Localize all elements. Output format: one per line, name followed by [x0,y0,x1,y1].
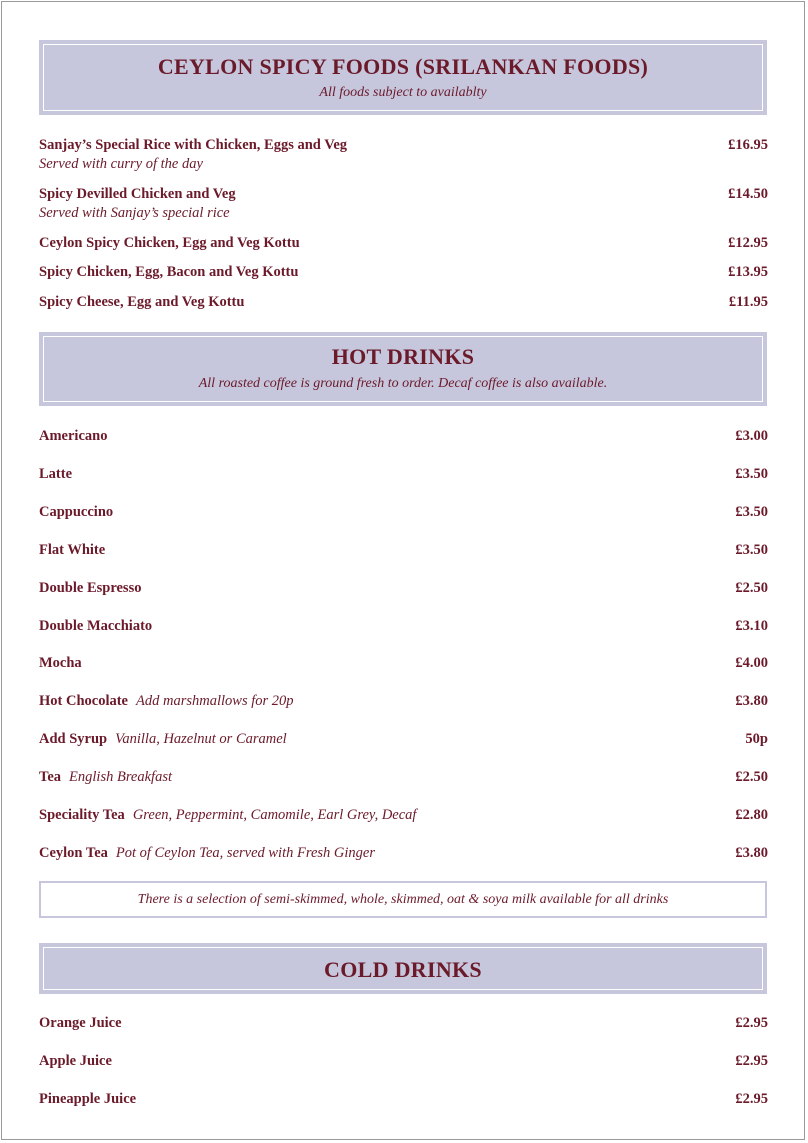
item-description: Vanilla, Hazelnut or Caramel [115,731,287,747]
item-price: £14.50 [728,186,768,202]
item-name: Spicy Cheese, Egg and Veg Kottu [39,294,245,310]
item-name: Add Syrup [39,731,108,747]
item-name: Ceylon Tea [39,845,108,861]
drink-item [39,466,768,483]
item-price: £12.95 [728,235,768,251]
item-description: Served with Sanjay’s special rice [39,205,230,221]
item-price: £4.00 [735,655,768,671]
item-description: Green, Peppermint, Camomile, Earl Grey, Decaf [132,807,417,823]
drink-item [39,1015,768,1032]
item-description: Pot of Ceylon Tea, served with Fresh Ginger [115,845,375,861]
cold-drinks-banner [39,943,767,994]
drink-item [39,618,768,635]
item-name: Pineapple Juice [39,1091,137,1107]
item-price: £2.50 [735,769,768,785]
item-description: Add marshmallows for 20p [136,693,294,709]
item-name: Spicy Chicken, Egg, Bacon and Veg Kottu [39,264,299,280]
item-name: Tea [39,769,62,785]
item-price: £3.50 [735,504,768,520]
item-price: £16.95 [728,137,768,153]
item-name: Orange Juice [39,1015,122,1031]
drink-item [39,504,768,521]
drink-item [39,845,768,862]
item-name: Cappuccino [39,504,114,520]
item-name: Speciality Tea [39,807,125,823]
item-name: Latte [39,466,73,482]
hot-drinks-subtitle: All roasted coffee is ground fresh to order. Decaf coffee is also available. [198,376,608,391]
item-name: Double Macchiato [39,618,153,634]
item-name: Americano [39,428,108,444]
item-price: 50p [745,731,768,747]
item-price: £2.50 [735,580,768,596]
food-item [39,294,768,311]
item-description: Served with curry of the day [39,156,203,172]
food-section-subtitle: All foods subject to availablty [319,85,487,100]
hot-drinks-title: HOT DRINKS [331,344,475,369]
drink-item [39,693,768,710]
item-name: Double Espresso [39,580,142,596]
food-item [39,137,768,173]
item-price: £3.80 [735,845,768,861]
item-name: Sanjay’s Special Rice with Chicken, Eggs and Veg [39,137,348,153]
hot-drinks-banner [39,332,767,406]
item-name: Spicy Devilled Chicken and Veg [39,186,236,202]
item-price: £11.95 [728,294,768,310]
drink-item [39,807,768,824]
cold-drinks-title: COLD DRINKS [324,957,482,982]
food-section-banner [39,40,767,115]
item-price: £3.50 [735,466,768,482]
item-price: £2.95 [735,1053,768,1069]
drink-item [39,1053,768,1070]
drink-item [39,542,768,559]
drink-item [39,1091,768,1108]
item-name: Hot Chocolate [39,693,128,709]
item-price: £3.80 [735,693,768,709]
drink-item [39,769,768,786]
food-item [39,235,768,252]
item-price: £2.95 [735,1091,768,1107]
drink-item [39,428,768,445]
food-section-title: CEYLON SPICY FOODS (SRILANKAN FOODS) [157,54,649,79]
item-name: Ceylon Spicy Chicken, Egg and Veg Kottu [39,235,300,251]
food-item [39,264,768,281]
item-price: £3.50 [735,542,768,558]
drink-item [39,655,768,672]
item-price: £2.80 [735,807,768,823]
item-name: Flat White [39,542,106,558]
item-price: £3.00 [735,428,768,444]
drink-item [39,580,768,597]
item-name: Apple Juice [39,1053,112,1069]
food-item [39,186,768,222]
item-name: Mocha [39,655,82,671]
item-price: £3.10 [735,618,768,634]
item-description: English Breakfast [69,769,172,785]
milk-note: There is a selection of semi-skimmed, whole, skimmed, oat & soya milk available for all drinks [39,881,767,918]
item-price: £13.95 [728,264,768,280]
drink-item [39,731,768,748]
item-price: £2.95 [735,1015,768,1031]
